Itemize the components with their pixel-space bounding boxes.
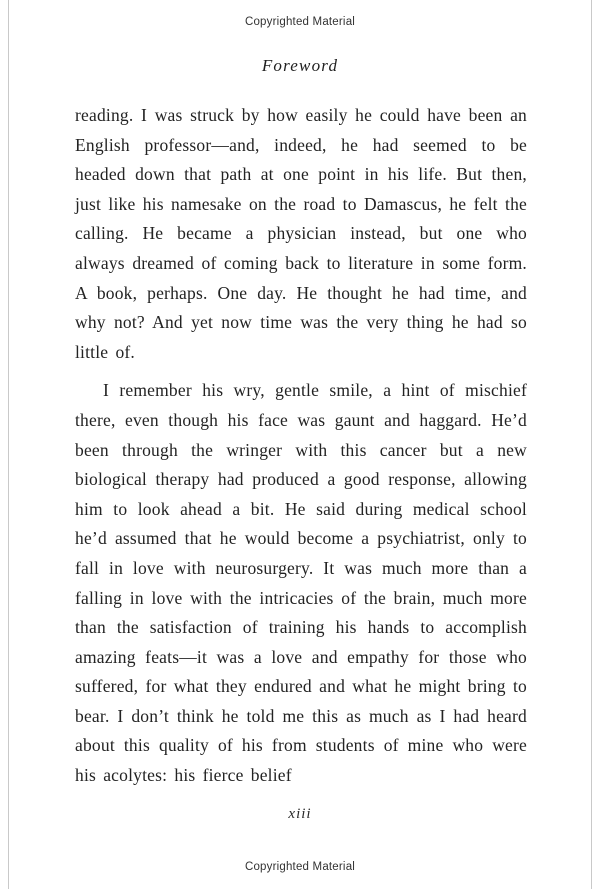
paragraph-continuation: reading. I was struck by how easily he could have been an English professor—and, indeed, he had seemed to be headed down that path at one point in his life. But then, just like his namesake on the road to Damascus, he felt the calling. He became a physician instead, but one who always dreamed of coming back to literature in some form. A book, perhaps. One day. He thought he had time, and why not? And yet now time was the very thing he had so little of. [75, 105, 527, 362]
page-edge-right [591, 0, 592, 889]
body-text [75, 101, 527, 791]
page-edge-left [8, 0, 9, 889]
paragraph: I remember his wry, gentle smile, a hint of mischief there, even though his face was gaunt and haggard. He’d been through the wringer with this cancer but a new biological therapy had produced a good response, allowing him to look ahead a bit. He said during medical school he’d assumed that he would become a psychiatrist, only to fall in love with neurosurgery. It was much more than a falling in love with the intricacies of the brain, much more than the satisfaction of training his hands to accomplish amazing feats—it was a love and empathy for those who suffered, for what they endured and what he might bring to bear. I don’t think he told me this as much as I had heard about this quality of his from students of mine who were his acolytes: his fierce belief [75, 380, 527, 786]
chapter-heading: Foreword [261, 56, 339, 75]
page-number: xiii [288, 806, 312, 822]
copyright-notice-top: Copyrighted Material [244, 16, 356, 28]
copyright-notice-bottom: Copyrighted Material [244, 861, 356, 873]
